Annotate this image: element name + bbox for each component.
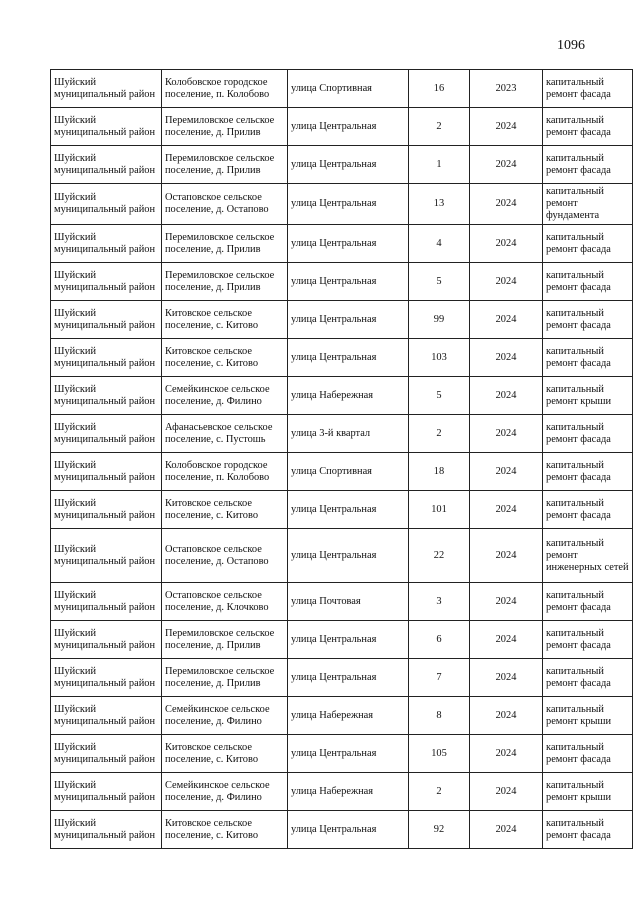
- table-row: [51, 301, 633, 339]
- year-cell: 2024: [470, 146, 543, 184]
- page-number: 1096: [557, 38, 585, 53]
- work-type-cell: капитальный ремонт крыши: [543, 773, 633, 811]
- settlement-cell: Остаповское сельское поселение, д. Клочково: [162, 583, 288, 621]
- street-cell: улица Центральная: [288, 491, 409, 529]
- work-type-cell: капитальный ремонт крыши: [543, 377, 633, 415]
- street-cell: улица Центральная: [288, 735, 409, 773]
- district-cell: Шуйский муниципальный район: [51, 70, 162, 108]
- work-type-cell: капитальный ремонт фасада: [543, 491, 633, 529]
- house-number-cell: 6: [409, 621, 470, 659]
- house-number-cell: 2: [409, 108, 470, 146]
- district-cell: Шуйский муниципальный район: [51, 621, 162, 659]
- street-cell: улица Набережная: [288, 377, 409, 415]
- street-cell: улица Спортивная: [288, 70, 409, 108]
- table-row: [51, 339, 633, 377]
- settlement-cell: Афанасьевское сельское поселение, с. Пустошь: [162, 415, 288, 453]
- table-row: [51, 697, 633, 735]
- settlement-cell: Китовское сельское поселение, с. Китово: [162, 301, 288, 339]
- settlement-cell: Китовское сельское поселение, с. Китово: [162, 735, 288, 773]
- district-cell: Шуйский муниципальный район: [51, 697, 162, 735]
- work-type-cell: капитальный ремонт фасада: [543, 621, 633, 659]
- work-type-cell: капитальный ремонт фасада: [543, 301, 633, 339]
- work-type-cell: капитальный ремонт фасада: [543, 263, 633, 301]
- street-cell: улица Центральная: [288, 621, 409, 659]
- year-cell: 2024: [470, 225, 543, 263]
- district-cell: Шуйский муниципальный район: [51, 415, 162, 453]
- district-cell: Шуйский муниципальный район: [51, 453, 162, 491]
- work-type-cell: капитальный ремонт фасада: [543, 735, 633, 773]
- table-row: [51, 184, 633, 225]
- house-number-cell: 5: [409, 263, 470, 301]
- year-cell: 2024: [470, 263, 543, 301]
- street-cell: улица Центральная: [288, 339, 409, 377]
- settlement-cell: Колобовское городское поселение, п. Колобово: [162, 70, 288, 108]
- year-cell: 2024: [470, 415, 543, 453]
- year-cell: 2024: [470, 583, 543, 621]
- settlement-cell: Семейкинское сельское поселение, д. Филино: [162, 697, 288, 735]
- district-cell: Шуйский муниципальный район: [51, 811, 162, 849]
- house-number-cell: 103: [409, 339, 470, 377]
- street-cell: улица Набережная: [288, 697, 409, 735]
- table-row: [51, 735, 633, 773]
- work-type-cell: капитальный ремонт фасада: [543, 70, 633, 108]
- house-number-cell: 101: [409, 491, 470, 529]
- house-number-cell: 3: [409, 583, 470, 621]
- house-number-cell: 105: [409, 735, 470, 773]
- district-cell: Шуйский муниципальный район: [51, 659, 162, 697]
- house-number-cell: 2: [409, 773, 470, 811]
- year-cell: 2024: [470, 659, 543, 697]
- house-number-cell: 13: [409, 184, 470, 225]
- house-number-cell: 4: [409, 225, 470, 263]
- year-cell: 2024: [470, 697, 543, 735]
- settlement-cell: Перемиловское сельское поселение, д. Прилив: [162, 108, 288, 146]
- street-cell: улица Центральная: [288, 225, 409, 263]
- district-cell: Шуйский муниципальный район: [51, 529, 162, 583]
- settlement-cell: Китовское сельское поселение, с. Китово: [162, 811, 288, 849]
- year-cell: 2024: [470, 453, 543, 491]
- table-row: [51, 146, 633, 184]
- table-row: [51, 263, 633, 301]
- settlement-cell: Семейкинское сельское поселение, д. Филино: [162, 773, 288, 811]
- district-cell: Шуйский муниципальный район: [51, 146, 162, 184]
- street-cell: улица Центральная: [288, 529, 409, 583]
- settlement-cell: Перемиловское сельское поселение, д. Прилив: [162, 225, 288, 263]
- district-cell: Шуйский муниципальный район: [51, 377, 162, 415]
- table-row: [51, 529, 633, 583]
- district-cell: Шуйский муниципальный район: [51, 491, 162, 529]
- district-cell: Шуйский муниципальный район: [51, 108, 162, 146]
- work-type-cell: капитальный ремонт фасада: [543, 146, 633, 184]
- district-cell: Шуйский муниципальный район: [51, 225, 162, 263]
- street-cell: улица Спортивная: [288, 453, 409, 491]
- street-cell: улица Центральная: [288, 184, 409, 225]
- settlement-cell: Остаповское сельское поселение, д. Остапово: [162, 529, 288, 583]
- table-row: [51, 377, 633, 415]
- table-row: [51, 415, 633, 453]
- district-cell: Шуйский муниципальный район: [51, 773, 162, 811]
- house-number-cell: 22: [409, 529, 470, 583]
- district-cell: Шуйский муниципальный район: [51, 339, 162, 377]
- table-row: [51, 453, 633, 491]
- year-cell: 2024: [470, 377, 543, 415]
- year-cell: 2024: [470, 773, 543, 811]
- table-row: [51, 108, 633, 146]
- settlement-cell: Семейкинское сельское поселение, д. Филино: [162, 377, 288, 415]
- work-type-cell: капитальный ремонт фасада: [543, 339, 633, 377]
- district-cell: Шуйский муниципальный район: [51, 583, 162, 621]
- repair-registry-table: [50, 69, 633, 849]
- house-number-cell: 1: [409, 146, 470, 184]
- house-number-cell: 7: [409, 659, 470, 697]
- house-number-cell: 18: [409, 453, 470, 491]
- settlement-cell: Перемиловское сельское поселение, д. Прилив: [162, 263, 288, 301]
- settlement-cell: Перемиловское сельское поселение, д. Прилив: [162, 659, 288, 697]
- settlement-cell: Китовское сельское поселение, с. Китово: [162, 491, 288, 529]
- street-cell: улица Центральная: [288, 301, 409, 339]
- table-row: [51, 621, 633, 659]
- district-cell: Шуйский муниципальный район: [51, 263, 162, 301]
- table-row: [51, 811, 633, 849]
- street-cell: улица Почтовая: [288, 583, 409, 621]
- house-number-cell: 92: [409, 811, 470, 849]
- work-type-cell: капитальный ремонт фасада: [543, 453, 633, 491]
- table-row: [51, 659, 633, 697]
- house-number-cell: 2: [409, 415, 470, 453]
- work-type-cell: капитальный ремонт фасада: [543, 583, 633, 621]
- settlement-cell: Остаповское сельское поселение, д. Остапово: [162, 184, 288, 225]
- settlement-cell: Китовское сельское поселение, с. Китово: [162, 339, 288, 377]
- year-cell: 2024: [470, 301, 543, 339]
- street-cell: улица Центральная: [288, 659, 409, 697]
- table-row: [51, 583, 633, 621]
- year-cell: 2024: [470, 529, 543, 583]
- year-cell: 2024: [470, 735, 543, 773]
- street-cell: улица Центральная: [288, 146, 409, 184]
- settlement-cell: Перемиловское сельское поселение, д. Прилив: [162, 621, 288, 659]
- work-type-cell: капитальный ремонт фасада: [543, 811, 633, 849]
- settlement-cell: Колобовское городское поселение, п. Колобово: [162, 453, 288, 491]
- settlement-cell: Перемиловское сельское поселение, д. Прилив: [162, 146, 288, 184]
- table-row: [51, 70, 633, 108]
- street-cell: улица Центральная: [288, 811, 409, 849]
- work-type-cell: капитальный ремонт фасада: [543, 415, 633, 453]
- table-row: [51, 491, 633, 529]
- house-number-cell: 16: [409, 70, 470, 108]
- work-type-cell: капитальный ремонт инженерных сетей: [543, 529, 633, 583]
- street-cell: улица Набережная: [288, 773, 409, 811]
- street-cell: улица Центральная: [288, 263, 409, 301]
- year-cell: 2024: [470, 339, 543, 377]
- year-cell: 2024: [470, 108, 543, 146]
- work-type-cell: капитальный ремонт фасада: [543, 225, 633, 263]
- house-number-cell: 8: [409, 697, 470, 735]
- work-type-cell: капитальный ремонт фасада: [543, 659, 633, 697]
- year-cell: 2024: [470, 811, 543, 849]
- work-type-cell: капитальный ремонт фундамента: [543, 184, 633, 225]
- house-number-cell: 99: [409, 301, 470, 339]
- district-cell: Шуйский муниципальный район: [51, 301, 162, 339]
- work-type-cell: капитальный ремонт крыши: [543, 697, 633, 735]
- year-cell: 2023: [470, 70, 543, 108]
- year-cell: 2024: [470, 491, 543, 529]
- street-cell: улица Центральная: [288, 108, 409, 146]
- work-type-cell: капитальный ремонт фасада: [543, 108, 633, 146]
- house-number-cell: 5: [409, 377, 470, 415]
- district-cell: Шуйский муниципальный район: [51, 184, 162, 225]
- registry-body: [51, 70, 633, 849]
- table-row: [51, 225, 633, 263]
- street-cell: улица 3-й квартал: [288, 415, 409, 453]
- year-cell: 2024: [470, 621, 543, 659]
- district-cell: Шуйский муниципальный район: [51, 735, 162, 773]
- year-cell: 2024: [470, 184, 543, 225]
- table-row: [51, 773, 633, 811]
